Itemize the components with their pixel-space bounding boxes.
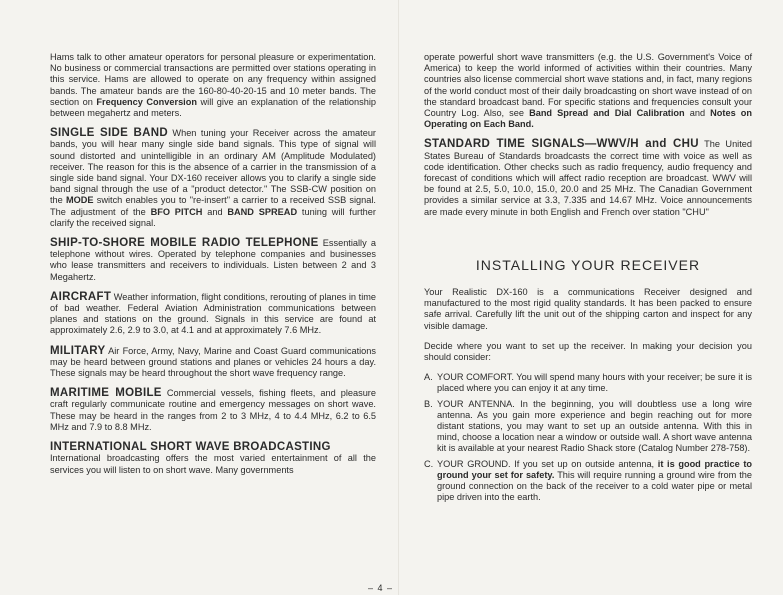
- time-signals-heading: STANDARD TIME SIGNALS—WWV/H and CHU: [424, 138, 699, 151]
- amateur-paragraph: [50, 52, 376, 119]
- aircraft-paragraph: [50, 292, 376, 337]
- amateur-text-end: will give an explanation of the relationship between megahertz and meters.: [50, 96, 376, 119]
- list-letter: C.: [424, 458, 434, 469]
- time-signals-text: The United States Bureau of Standards broadcasts the correct time with voice as well as code identification. Other checks such as radio frequency, audio frequency and forecast of conditions which will affect radio reception are broadcast. WWV will be found at 2.5, 5.0, 10.0, 15.0, 20.0 and 25 MHz. The Canadian Government provides a similar service at 3.3, 7.335 and 14.67 MHz. Voice announcements are made every minute in both English and French over station "CHU": [424, 139, 752, 217]
- install-intro: Your Realistic DX-160 is a communications Receiver designed and manufactured to the most rigid quality standards. It has been packed to ensure safe arrival. Carefully lift the unit out of the shipping carton and inspect for any visible damage.: [424, 287, 752, 331]
- list-bold-text: it is good practice to ground your set for safety.: [437, 458, 753, 480]
- time-signals-paragraph: [424, 139, 752, 217]
- list-item-antenna: [424, 399, 752, 455]
- broadcast-and: and: [689, 108, 706, 119]
- mode-ref: MODE: [65, 195, 94, 206]
- right-column: [424, 0, 752, 508]
- aircraft-text: Weather information, flight conditions, rerouting of planes in time of bad weather. Federal Aviation Administration communications between planes and stations on the ground. Signals in this service are found at approximately 2.6, 2.9 to 3.0, at 4.1 and at approximately 7.6 MHz.: [50, 291, 376, 336]
- military-paragraph: [50, 346, 376, 380]
- frequency-conversion-ref: Frequency Conversion: [96, 96, 197, 107]
- ssb-heading: SINGLE SIDE BAND: [50, 127, 168, 140]
- page-number: – 4 –: [368, 583, 394, 593]
- left-column: [50, 0, 376, 485]
- maritime-text: Commercial vessels, fishing fleets, and pleasure craft regularly communicate routine and emergency messages on short wave. These may be heard in the ranges from 2 to 3 MHz, 4 to 4.4 MHz, 6.2 to 6.5 MHz and 7.9 to 8.8 MHz.: [50, 388, 376, 432]
- band-spread-calibration-ref: Band Spread and Dial Calibration: [529, 108, 685, 119]
- broadcast-continuation: [424, 52, 752, 130]
- ship-to-shore-paragraph: [50, 238, 376, 283]
- list-text: YOUR COMFORT. You will spend many hours with your receiver; be sure it is placed where you can enjoy it at any time.: [437, 372, 752, 394]
- maritime-paragraph: [50, 388, 376, 433]
- international-heading: INTERNATIONAL SHORT WAVE BROADCASTING: [50, 441, 331, 454]
- list-text: YOUR GROUND. If you set up on outside antenna,: [437, 458, 655, 469]
- ship-to-shore-text: Essentially a telephone without wires. Operated by telephone companies and businesses who lease transmitters and receivers to individuals. Listen between 2 and 3 Megahertz.: [50, 238, 376, 282]
- list-item-ground: [424, 459, 752, 504]
- list-text-2: This will require running a ground wire from the ground connection on the back of the receiver to a cold water pipe or metal pipe driven into the earth.: [437, 469, 752, 503]
- list-letter: A.: [424, 372, 433, 383]
- amateur-text: Hams talk to other amateur operators for personal pleasure or experimentation. No business or commercial transactions are permitted over stations operating in this service. Hams are allowed to operate on any frequency within assigned bands. The amateur bands are the 160-80-40-20-15 and 10 meter bands. The section on: [50, 52, 376, 107]
- list-item-comfort: [424, 372, 752, 394]
- international-text: International broadcasting offers the most varied entertainment of all the services you will listen to on short wave. Many governments: [50, 453, 376, 475]
- ssb-text-3: tuning will further clarify the received signal.: [50, 206, 376, 228]
- military-heading: MILITARY: [50, 344, 106, 357]
- operating-notes-ref: Notes on Operating on Each Band.: [424, 108, 752, 130]
- aircraft-heading: AIRCRAFT: [50, 290, 112, 303]
- list-letter: B.: [424, 398, 433, 409]
- broadcast-text: operate powerful short wave transmitters (e.g. the U.S. Government's Voice of America) to keep the world informed of activities within their countries. Many countries also license commercial short wave stations and, in fact, many regions of the world conduct most of their daily broadcasting on short wave instead of on the standard broadcast band. For specific stations and frequencies consult your Country Log. Also, see: [424, 52, 752, 119]
- ssb-and: and: [207, 206, 223, 217]
- ssb-text-2: switch enables you to "re-insert" a carrier to a received SSB signal. The adjustment of the: [50, 195, 376, 217]
- bfo-pitch-ref: BFO PITCH: [150, 206, 203, 217]
- list-text: YOUR ANTENNA. In the beginning, you will doubtless use a long wire antenna. As you gain more experience and begin reaching out for more distant stations, you may want to set up an outside antenna. With this in mind, choose a location near a window or outside wall. A short wave antenna kit is available at your nearest Radio Shack store (Catalog Number 278-758).: [437, 398, 752, 454]
- page-gutter: [398, 0, 399, 595]
- international-paragraph: [50, 442, 376, 476]
- installing-title: INSTALLING YOUR RECEIVER: [475, 256, 701, 273]
- ssb-paragraph: [50, 128, 376, 229]
- install-consider: Decide where you want to set up the receiver. In making your decision you should consider:: [424, 340, 752, 363]
- band-spread-ref: BAND SPREAD: [227, 206, 298, 217]
- consideration-list: [424, 372, 752, 503]
- ssb-text: When tuning your Receiver across the amateur bands, you will hear many single side band signals. This type of signal will sound distorted and unintelligible in an ordinary AM (Amplitude Modulated) receiver. The reason for this is the absence of a carrier in the transmission of a single side band signal. Your DX-160 receiver allows you to clarify a single side band signal through the use of a "product detector." The SSB-CW position on the: [50, 128, 376, 206]
- maritime-heading: MARITIME MOBILE: [50, 387, 162, 400]
- military-text: Air Force, Army, Navy, Marine and Coast Guard communications may be heard between ground stations and planes or vehicles 24 hours a day. These signals may be heard throughout the short wave frequency range.: [50, 345, 376, 379]
- ship-to-shore-heading: SHIP-TO-SHORE MOBILE RADIO TELEPHONE: [50, 237, 319, 250]
